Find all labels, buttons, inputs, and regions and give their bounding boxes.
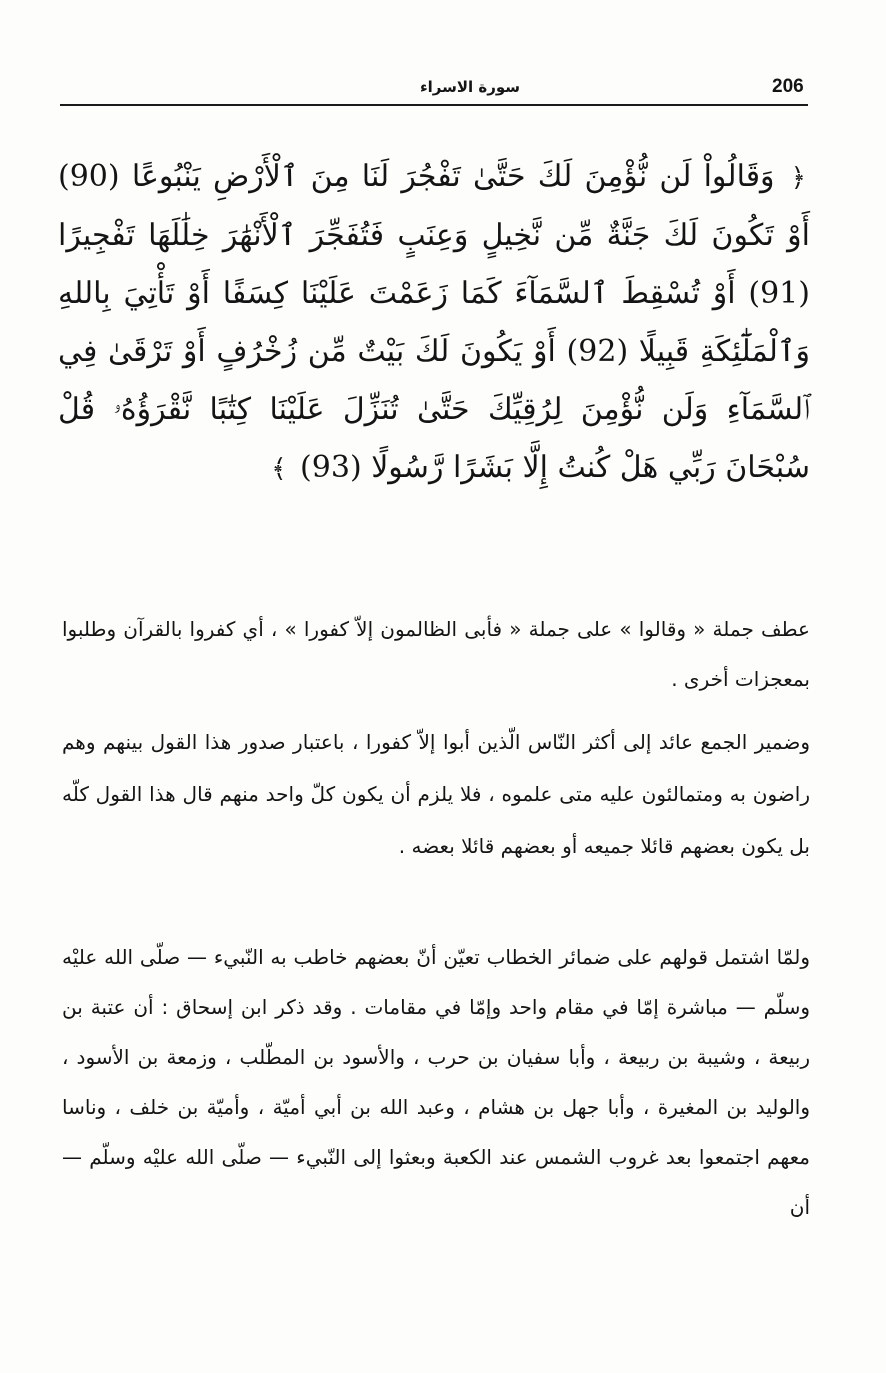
commentary-paragraph-3: ولمّا اشتمل قولهم على ضمائر الخطاب تعيّن أنّ بعضهم خاطب به النّبيء — صلّى الله عليْه وسلّم — مباشرة إمّا في مقام واحد وإمّا في مقامات . وقد ذكر ابن إسحاق : أن عتبة بن ربيعة ، وشيبة بن ربيعة ، وأبا سفيان بن حرب ، والأسود بن المطّلب ، وزمعة بن الأسود ، والوليد بن المغيرة ، وأبا جهل بن هشام ، وعبد الله بن أبي أميّة ، وأميّة بن خلف ، وناسا معهم اجتمعوا بعد غروب الشمس عند الكعبة وبعثوا إلى النّبيء — صلّى الله عليْه وسلّم — أن — [62, 945, 810, 1219]
page-number: 206 — [772, 76, 804, 97]
verse-ornament-open: ﴿ — [790, 163, 806, 193]
verse-text: وَقَالُواْ لَن نُّؤْمِنَ لَكَ حَتَّىٰ تَفْجُرَ لَنَا مِنَ ٱلْأَرْضِ يَنْبُوعًا (90) أَوْ تَكُونَ لَكَ جَنَّةٌ مِّن نَّخِيلٍ وَعِنَبٍ فَتُفَجِّرَ ٱلْأَنْهَٰرَ خِلَٰلَهَا تَفْجِيرًا (91) أَوْ تُسْقِطَ ٱلسَّمَآءَ كَمَا زَعَمْتَ عَلَيْنَا كِسَفًا أَوْ تَأْتِيَ بِاللهِ وَٱلْمَلَٰٓئِكَةِ قَبِيلًا (92) أَوْ يَكُونَ لَكَ بَيْتٌ مِّن زُخْرُفٍ أَوْ تَرْقَىٰ فِي ٱلسَّمَآءِ وَلَن نُّؤْمِنَ لِرُقِيِّكَ حَتَّىٰ تُنَزِّلَ عَلَيْنَا كِتَٰبًا نَّقْرَؤُهُۥ قُلْ سُبْحَانَ رَبِّي هَلْ كُنتُ إِلَّا بَشَرًا رَّسُولًا (93) — [58, 159, 811, 485]
commentary-paragraph-1: عطف جملة « وقالوا » على جملة « فأبى الظالمون إلاّ كفورا » ، أي كفروا بالقرآن وطلبوا بمعجزات أخرى . — [62, 617, 810, 691]
quran-verse-block — [58, 148, 810, 498]
verse-ornament-close: ﴾ — [271, 454, 287, 484]
page-header — [60, 72, 808, 106]
running-title: سورة الاسراء — [419, 78, 521, 96]
commentary-paragraph-2: وضمير الجمع عائد إلى أكثر النّاس الّذين أبوا إلاّ كفورا ، باعتبار صدور هذا القول بينهم وهم راضون به ومتمالئون عليه متى علموه ، فلا يلزم أن يكون كلّ واحد منهم قال هذا القول كلّه بل يكون بعضهم قائلا جميعه أو بعضهم قائلا بعضه . — [62, 730, 810, 858]
header-divider — [60, 104, 808, 106]
